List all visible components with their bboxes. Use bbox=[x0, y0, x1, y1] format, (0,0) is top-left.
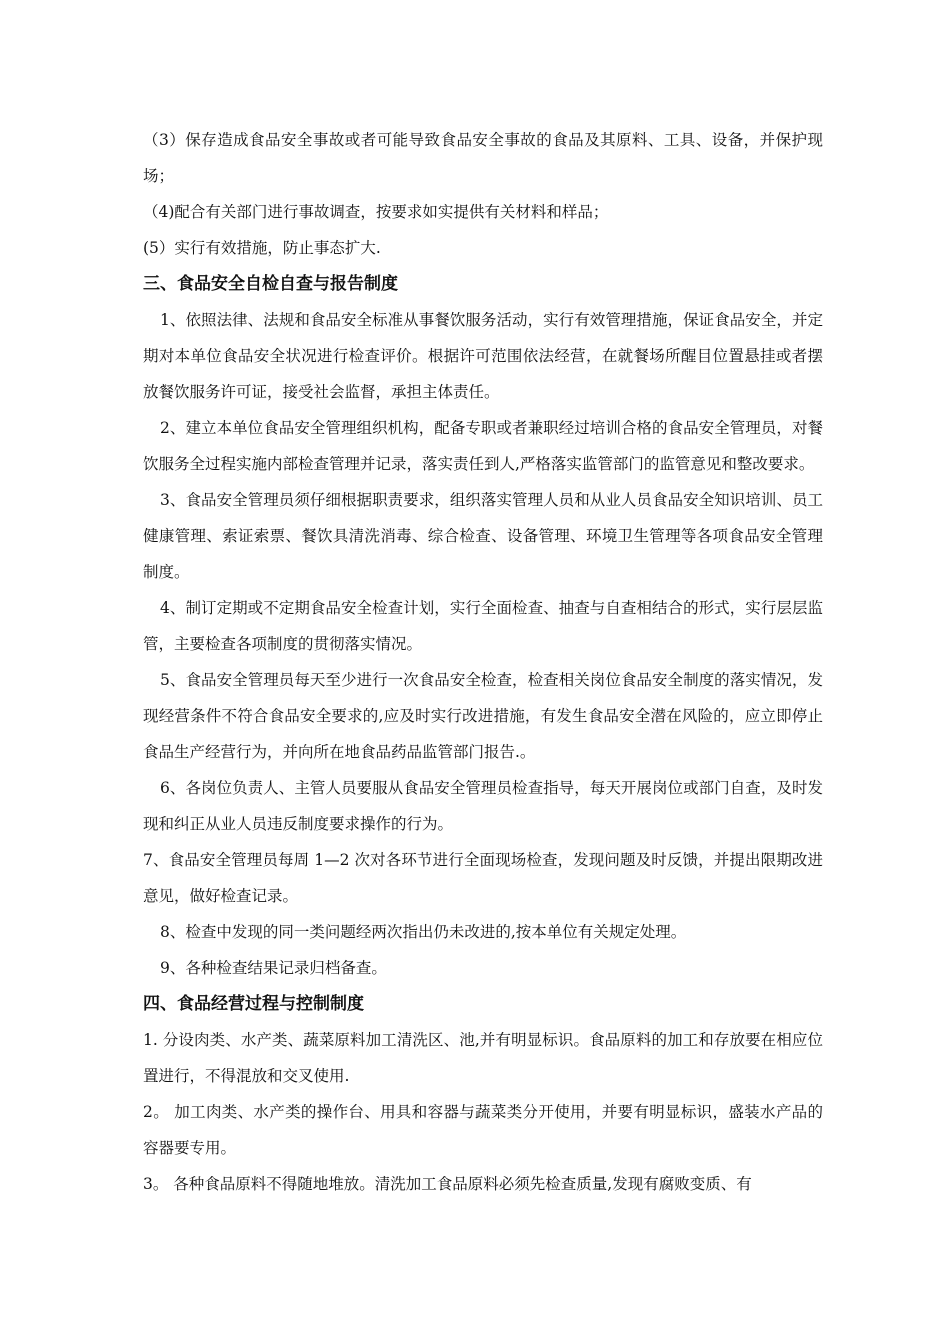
paragraph-process-2: 2。 加工肉类、水产类的操作台、用具和容器与蔬菜类分开使用，并要有明显标识，盛装水产品的容器要专用。 bbox=[143, 1103, 823, 1157]
paragraph-measure-5: (5）实行有效措施，防止事态扩大. bbox=[143, 239, 381, 257]
paragraph-item-8: 8、检查中发现的同一类问题经两次指出仍未改进的,按本单位有关规定处理。 bbox=[160, 923, 687, 941]
paragraph-item-1: 1、依照法律、法规和食品安全标准从事餐饮服务活动，实行有效管理措施，保证食品安全，并定期对本单位食品安全状况进行检查评价。根据许可范围依法经营，在就餐场所醒目位置悬挂或者摆放餐饮服务许可证，接受社会监督，承担主体责任。 bbox=[143, 311, 823, 401]
paragraph-item-6: 6、各岗位负责人、主管人员要服从食品安全管理员检查指导，每天开展岗位或部门自查，及时发现和纠正从业人员违反制度要求操作的行为。 bbox=[143, 779, 823, 833]
section-heading-3: 三、食品安全自检自查与报告制度 bbox=[143, 274, 398, 294]
paragraph-measure-3: （3）保存造成食品安全事故或者可能导致食品安全事故的食品及其原料、工具、设备，并保护现场； bbox=[143, 131, 823, 185]
document-body bbox=[143, 122, 823, 1202]
paragraph-item-3: 3、食品安全管理员须仔细根据职责要求，组织落实管理人员和从业人员食品安全知识培训、员工健康管理、索证索票、餐饮具清洗消毒、综合检查、设备管理、环境卫生管理等各项食品安全管理制度。 bbox=[143, 491, 823, 581]
paragraph-item-5: 5、食品安全管理员每天至少进行一次食品安全检查，检查相关岗位食品安全制度的落实情况，发现经营条件不符合食品安全要求的,应及时实行改进措施，有发生食品安全潜在风险的，应立即停止食品生产经营行为，并向所在地食品药品监管部门报告.。 bbox=[143, 671, 823, 761]
paragraph-process-1: 1. 分设肉类、水产类、蔬菜原料加工清洗区、池,并有明显标识。食品原料的加工和存放要在相应位置进行，不得混放和交叉使用. bbox=[143, 1031, 823, 1085]
paragraph-item-4: 4、制订定期或不定期食品安全检查计划，实行全面检查、抽查与自查相结合的形式，实行层层监管，主要检查各项制度的贯彻落实情况。 bbox=[143, 599, 823, 653]
paragraph-item-7: 7、食品安全管理员每周 1—2 次对各环节进行全面现场检查，发现问题及时反馈，并提出限期改进意见，做好检查记录。 bbox=[143, 851, 823, 905]
paragraph-item-2: 2、建立本单位食品安全管理组织机构，配备专职或者兼职经过培训合格的食品安全管理员，对餐饮服务全过程实施内部检查管理并记录，落实责任到人,严格落实监管部门的监管意见和整改要求。 bbox=[143, 419, 823, 473]
paragraph-process-3: 3。 各种食品原料不得随地堆放。清洗加工食品原料必须先检查质量,发现有腐败变质、有 bbox=[143, 1175, 752, 1193]
section-heading-4: 四、食品经营过程与控制制度 bbox=[143, 994, 364, 1014]
paragraph-measure-4: （4)配合有关部门进行事故调查，按要求如实提供有关材料和样品； bbox=[143, 203, 609, 221]
paragraph-item-9: 9、各种检查结果记录归档备查。 bbox=[160, 959, 387, 977]
